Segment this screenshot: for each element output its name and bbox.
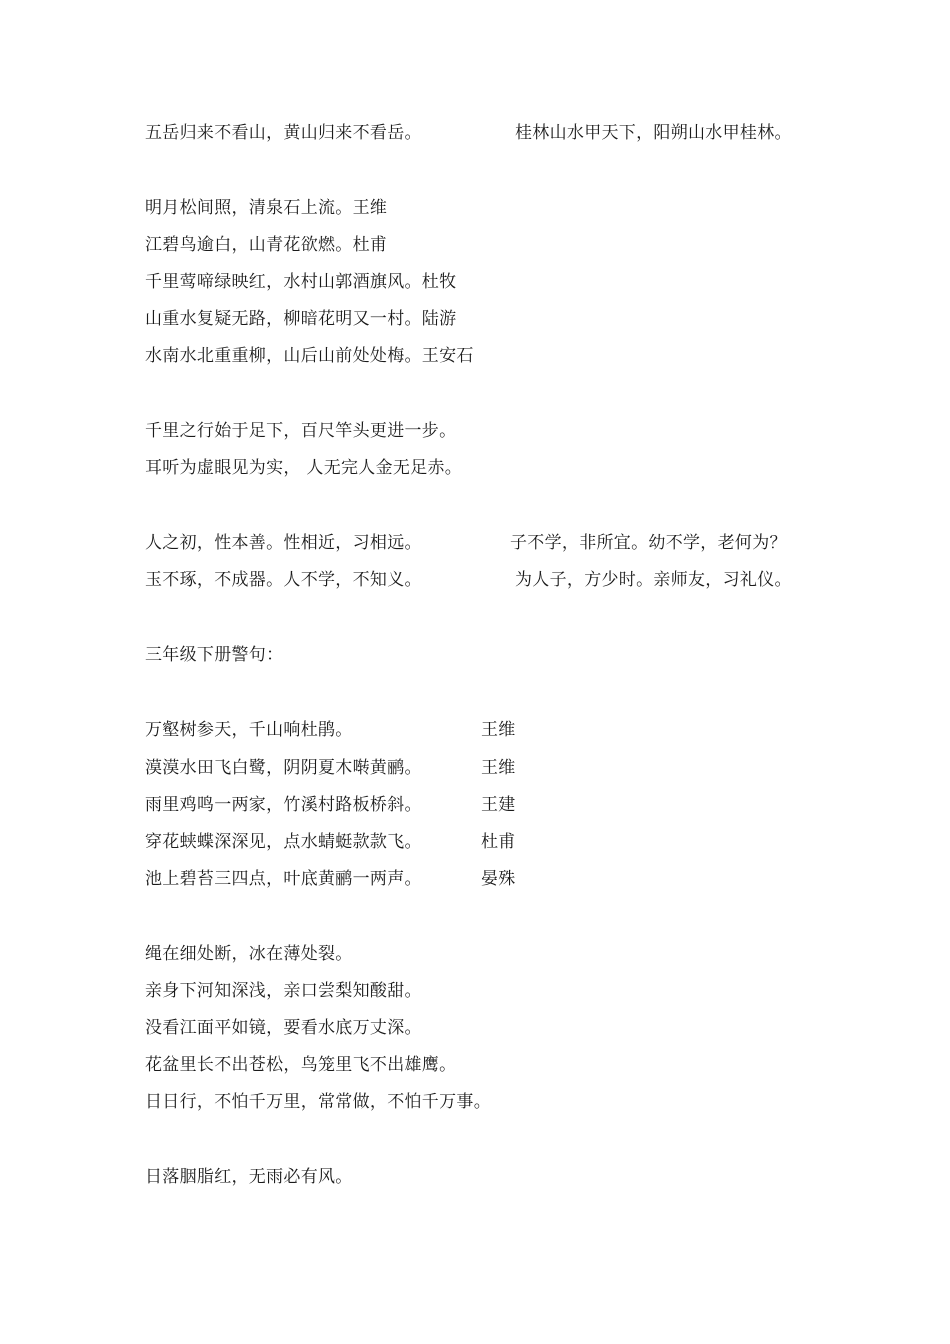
poem-line: 千里莺啼绿映红，水村山郭酒旗风。杜牧: [145, 272, 457, 292]
poem-verse: 池上碧苔三四点，叶底黄鹂一两声。: [145, 869, 422, 889]
saying-line: 绳在细处断，冰在薄处裂。: [145, 944, 353, 964]
saying-line: 花盆里长不出苍松，鸟笼里飞不出雄鹰。: [145, 1055, 457, 1075]
poem-author: 晏殊: [481, 869, 516, 889]
saying-line: 亲身下河知深浅，亲口尝梨知酸甜。: [145, 981, 422, 1001]
saying-line: 日日行，不怕千万里，常常做，不怕千万事。: [145, 1092, 491, 1112]
poem-author: 王维: [481, 758, 516, 778]
poem-line: 江碧鸟逾白，山青花欲燃。杜甫: [145, 235, 388, 255]
poem-verse: 漠漠水田飞白鹭，阴阴夏木啭黄鹂。: [145, 758, 422, 778]
sanzijing-line-right: 为人子，方少时。亲师友，习礼仪。: [515, 570, 792, 590]
poem-author: 王建: [481, 795, 516, 815]
sanzijing-line-right: 子不学，非所宜。幼不学，老何为？: [510, 533, 787, 553]
proverb-wuyue: 五岳归来不看山，黄山归来不看岳。: [145, 123, 422, 143]
poem-line: 明月松间照，清泉石上流。王维: [145, 198, 388, 218]
saying-line: 千里之行始于足下，百尺竿头更进一步。: [145, 421, 457, 441]
proverb-guilin: 桂林山水甲天下，阳朔山水甲桂林。: [515, 123, 792, 143]
poem-verse: 穿花蛱蝶深深见，点水蜻蜓款款飞。: [145, 832, 422, 852]
poem-verse: 雨里鸡鸣一两家，竹溪村路板桥斜。: [145, 795, 422, 815]
poem-author: 王维: [481, 720, 516, 740]
saying-line: 没看江面平如镜，要看水底万丈深。: [145, 1018, 422, 1038]
poem-line: 水南水北重重柳，山后山前处处梅。王安石: [145, 346, 474, 366]
weather-saying: 日落胭脂红，无雨必有风。: [145, 1167, 353, 1187]
sanzijing-line-left: 人之初，性本善。性相近，习相远。: [145, 533, 422, 553]
poem-verse: 万壑树参天，千山响杜鹃。: [145, 720, 353, 740]
section-heading: 三年级下册警句：: [145, 645, 284, 665]
poem-line: 山重水复疑无路，柳暗花明又一村。陆游: [145, 309, 457, 329]
poem-author: 杜甫: [481, 832, 516, 852]
saying-line: 耳听为虚眼见为实， 人无完人金无足赤。: [145, 458, 463, 478]
sanzijing-line-left: 玉不琢，不成器。人不学，不知义。: [145, 570, 422, 590]
